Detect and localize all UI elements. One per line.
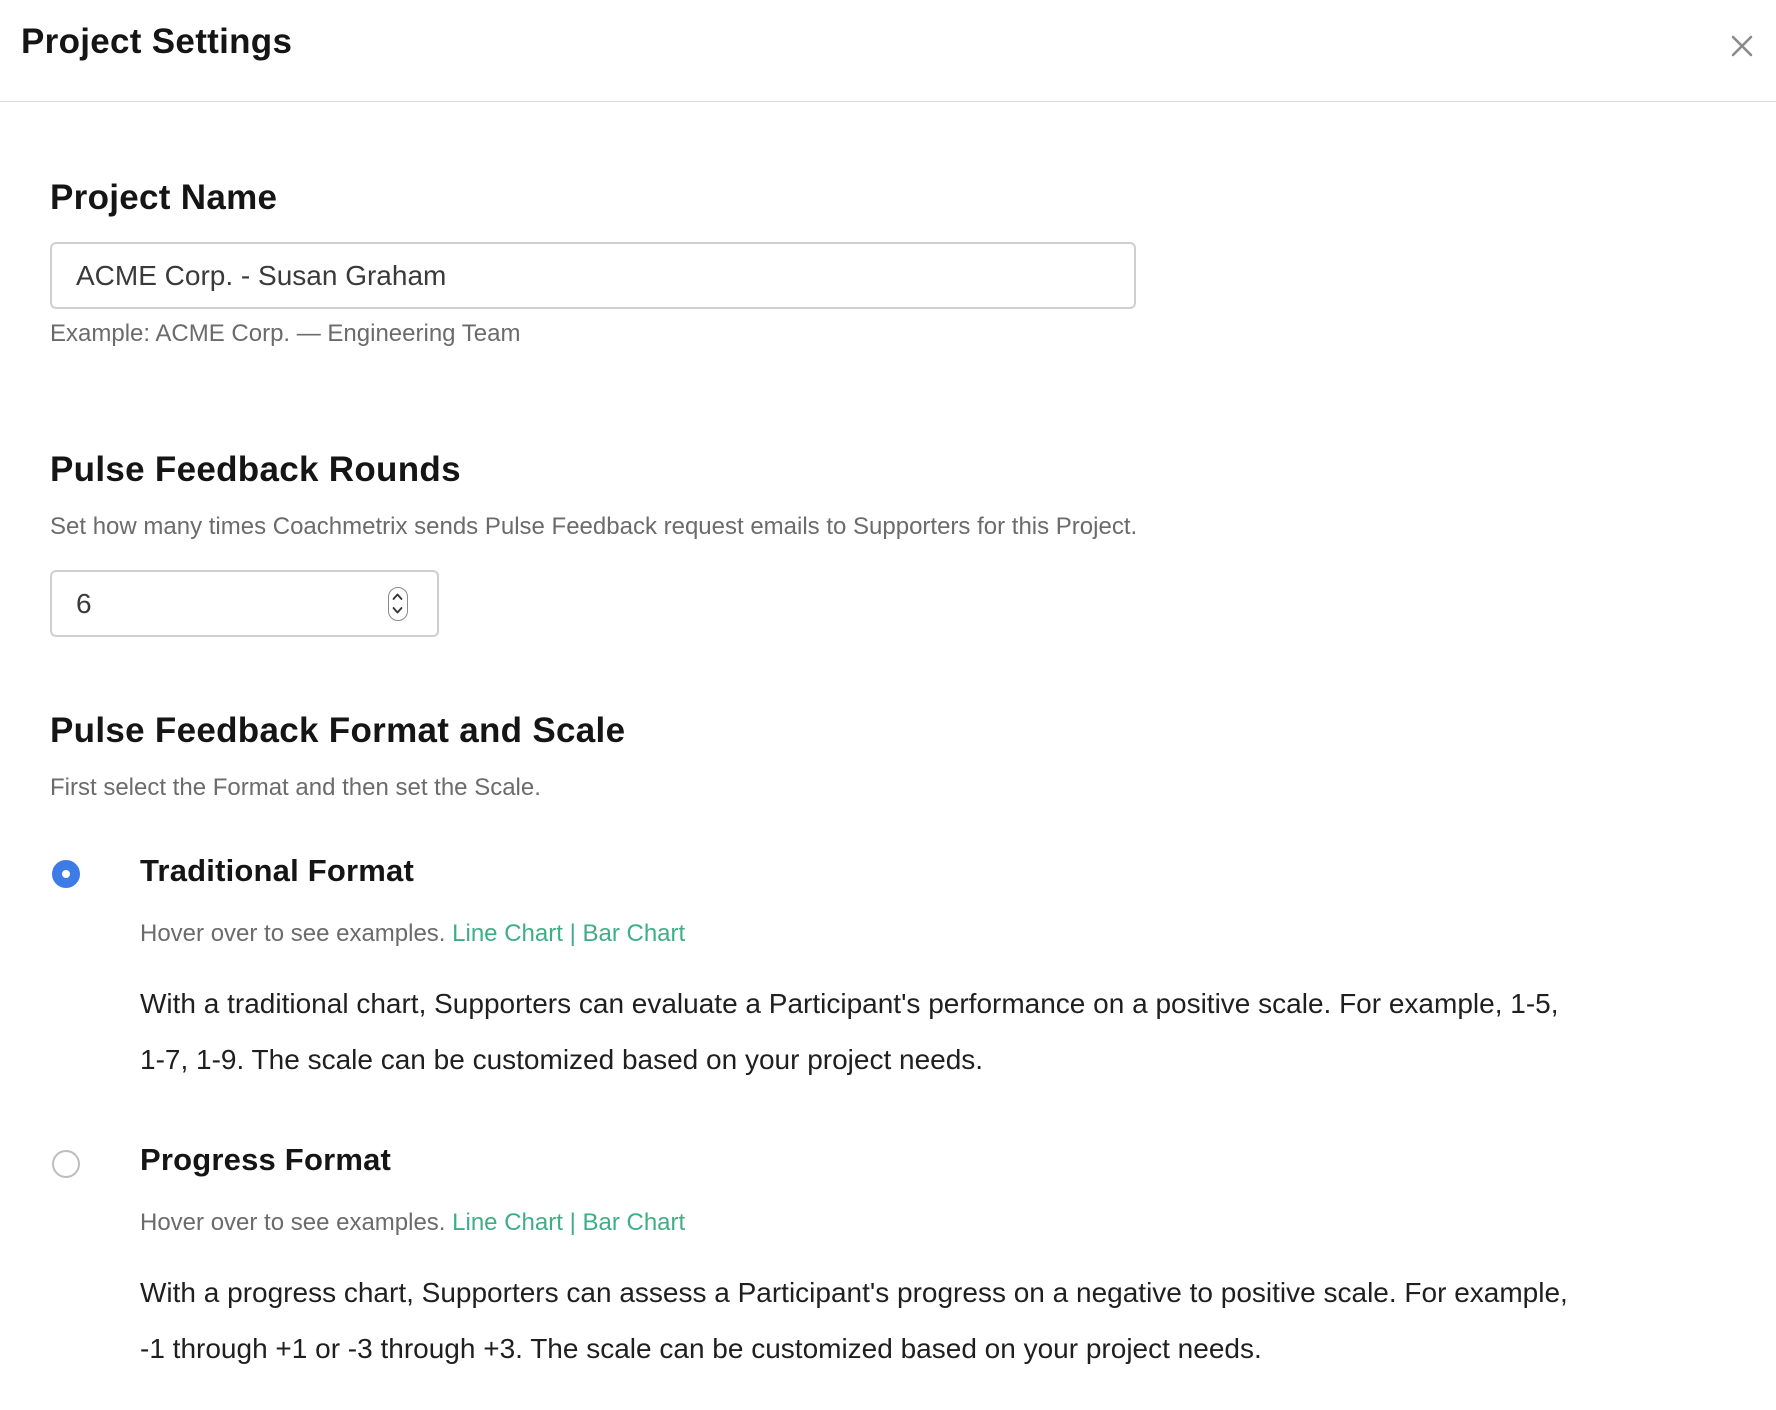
progress-format-radio[interactable] [52, 1150, 80, 1178]
format-scale-heading: Pulse Feedback Format and Scale [50, 711, 626, 750]
progress-format-title: Progress Format [140, 1142, 392, 1177]
project-name-heading: Project Name [50, 178, 278, 217]
traditional-bar-chart-link[interactable]: Bar Chart [582, 920, 686, 947]
link-separator: | [569, 1209, 576, 1236]
modal-header [0, 0, 1776, 102]
close-button[interactable] [1722, 26, 1762, 66]
rounds-number-input[interactable] [50, 570, 439, 637]
format-scale-description: First select the Format and then set the Scale. [50, 774, 541, 801]
traditional-line-chart-link[interactable]: Line Chart [452, 920, 563, 947]
rounds-stepper[interactable] [388, 587, 408, 621]
radio-selected-dot [62, 870, 70, 878]
link-separator: | [569, 920, 576, 947]
traditional-format-description: With a traditional chart, Supporters can evaluate a Participant's performance on a positive scale. For example, 1-5, 1-7, 1-9. The scale can be customized based on your project needs. [140, 988, 1559, 1075]
rounds-value[interactable]: 6 [76, 588, 92, 619]
close-icon [1722, 26, 1762, 66]
progress-hover-text: Hover over to see examples. [140, 1209, 446, 1236]
progress-format-description: With a progress chart, Supporters can assess a Participant's progress on a negative to positive scale. For example, -1 through +1 or -3 through +3. The scale can be customized based on your project needs. [140, 1277, 1568, 1364]
traditional-hover-text: Hover over to see examples. [140, 920, 446, 947]
traditional-format-radio[interactable] [52, 860, 80, 888]
progress-line-chart-link[interactable]: Line Chart [452, 1209, 563, 1236]
traditional-hover-line [140, 920, 685, 948]
project-name-input[interactable] [50, 242, 1136, 309]
traditional-format-title: Traditional Format [140, 853, 415, 888]
progress-hover-line [140, 1209, 685, 1237]
project-name-example: Example: ACME Corp. — Engineering Team [50, 320, 521, 347]
modal-title: Project Settings [21, 22, 293, 61]
progress-bar-chart-link[interactable]: Bar Chart [582, 1209, 686, 1236]
rounds-description: Set how many times Coachmetrix sends Pulse Feedback request emails to Supporters for this Project. [50, 513, 1138, 540]
rounds-heading: Pulse Feedback Rounds [50, 450, 461, 489]
stepper-arrows-icon [389, 588, 406, 619]
